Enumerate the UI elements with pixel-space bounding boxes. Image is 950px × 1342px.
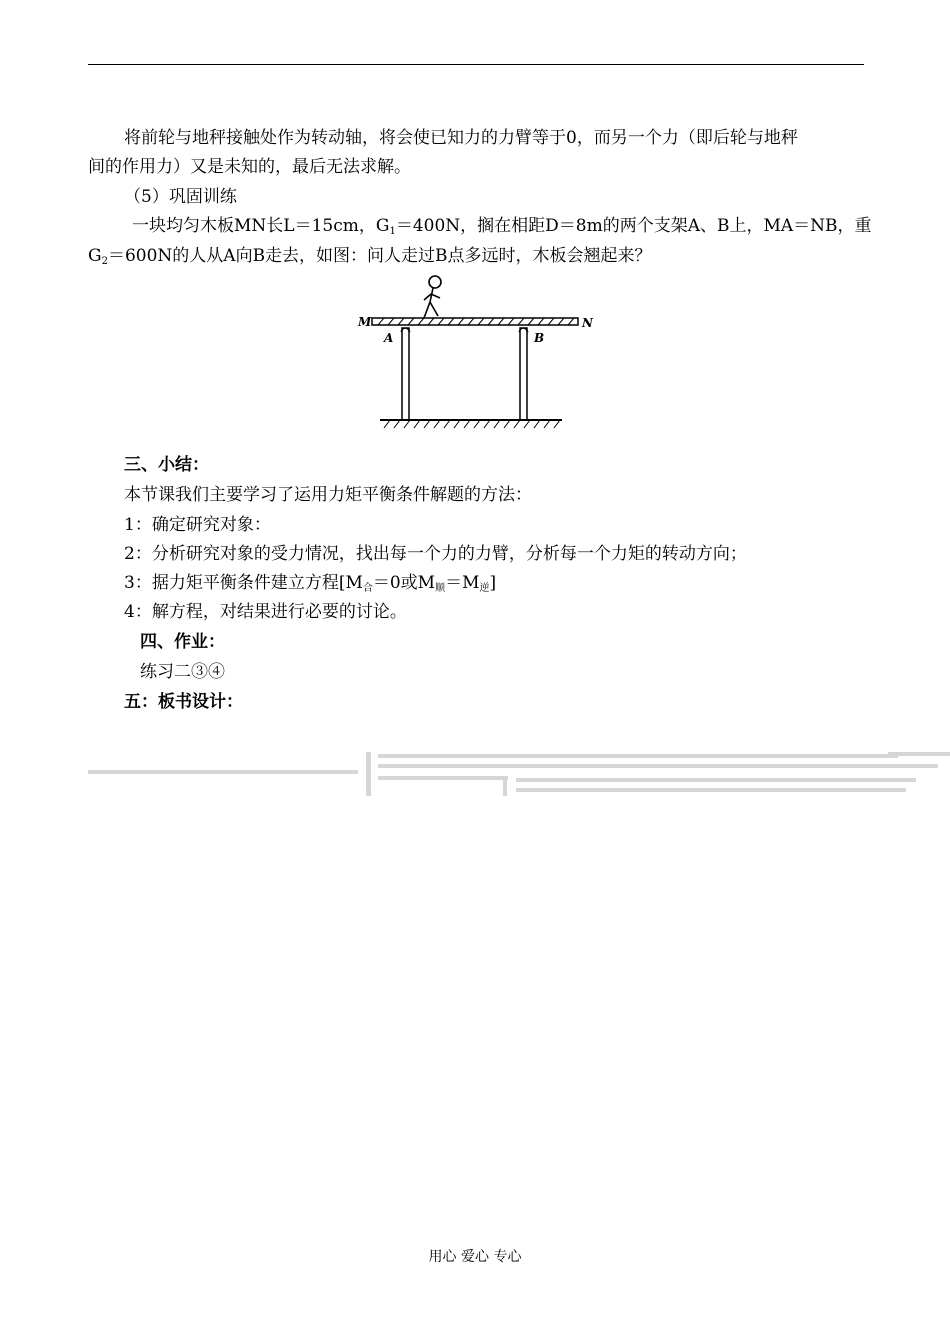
label-n: N [582, 316, 593, 330]
page-footer: 用心 爱心 专心 [428, 1249, 522, 1265]
faded-scan-artifact [88, 748, 950, 798]
problem-line-1: 一块均匀木板MN长L＝15cm，$G_1=400N$，搁在相距D＝8m的两个支架A、B上，MA＝NB，重 [132, 216, 872, 237]
support-a [402, 328, 409, 420]
section-heading: （5）巩固训练 [124, 187, 237, 207]
person-figure [424, 276, 441, 318]
summary-title: 三、小结： [124, 455, 209, 475]
support-b [520, 328, 527, 420]
homework-title: 四、作业： [140, 632, 225, 652]
plank-diagram [356, 272, 596, 437]
summary-item: 4：解方程，对结果进行必要的讨论。 [124, 602, 407, 622]
paragraph-line: 间的作用力）又是未知的，最后无法求解。 [88, 157, 411, 177]
problem-line-2: $G_2=600N$的人从A向B走去，如图：问人走过B点多远时，木板会翘起来？ [88, 246, 652, 267]
homework-content: 练习二③④ [140, 662, 225, 682]
label-b: B [534, 331, 545, 345]
label-a: A [384, 331, 394, 345]
label-m: M [358, 315, 372, 329]
paragraph-line: 将前轮与地秤接触处作为转动轴，将会使已知力的力臂等于0，而另一个力（即后轮与地秤 [124, 128, 798, 148]
summary-item: 3：据力矩平衡条件建立方程[$M_合=0$或$M_顺=M_逆$] [124, 573, 497, 594]
summary-item: 1：确定研究对象： [124, 515, 271, 535]
summary-intro: 本节课我们主要学习了运用力矩平衡条件解题的方法： [124, 485, 532, 505]
header-rule [88, 64, 864, 65]
board-design-title: 五：板书设计： [124, 692, 243, 712]
summary-item: 2：分析研究对象的受力情况，找出每一个力的力臂，分析每一个力矩的转动方向； [124, 544, 747, 564]
